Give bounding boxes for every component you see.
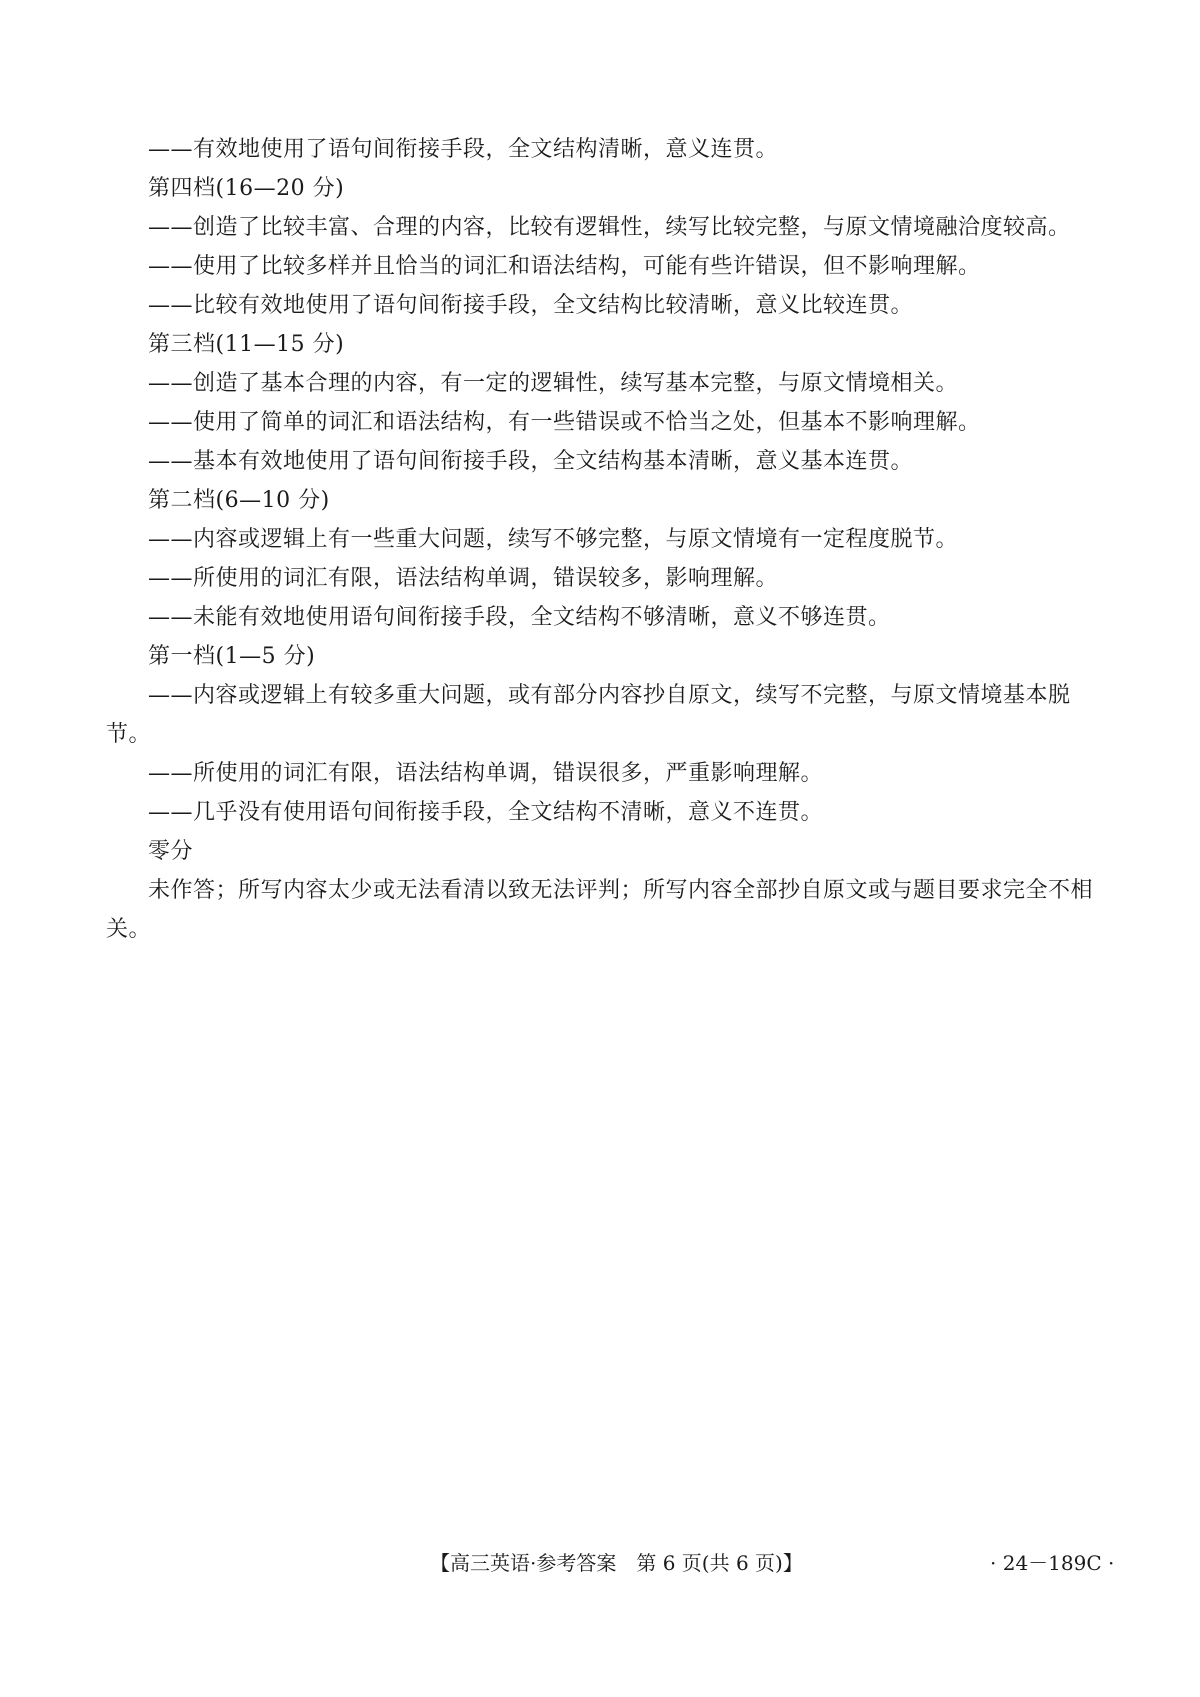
document-body (106, 130, 1096, 949)
criteria-line: ——未能有效地使用语句间衔接手段，全文结构不够清晰，意义不够连贯。 (148, 605, 891, 630)
criteria-line: ——所使用的词汇有限，语法结构单调，错误较多，影响理解。 (148, 566, 779, 591)
criteria-line: ——内容或逻辑上有较多重大问题，或有部分内容抄自原文，续写不完整，与原文情境基本脱节。 (106, 683, 1071, 747)
level-heading: 第二档(6—10 分) (148, 488, 330, 513)
criteria-line: ——内容或逻辑上有一些重大问题，续写不够完整，与原文情境有一定程度脱节。 (148, 527, 959, 552)
criteria-line: ——比较有效地使用了语句间衔接手段，全文结构比较清晰，意义比较连贯。 (148, 293, 914, 318)
level-heading: 第一档(1—5 分) (148, 644, 316, 669)
criteria-line: ——创造了基本合理的内容，有一定的逻辑性，续写基本完整，与原文情境相关。 (148, 371, 959, 396)
criteria-line: ——几乎没有使用语句间衔接手段，全文结构不清晰，意义不连贯。 (148, 800, 824, 825)
criteria-line: ——使用了简单的词汇和语法结构，有一些错误或不恰当之处，但基本不影响理解。 (148, 410, 981, 435)
footer-title: 【高三英语·参考答案 第 6 页(共 6 页)】 (430, 1551, 803, 1575)
zero-score-description: 未作答；所写内容太少或无法看清以致无法评判；所写内容全部抄自原文或与题目要求完全不相关。 (106, 878, 1094, 942)
level-heading: 第四档(16—20 分) (148, 176, 345, 201)
criteria-line: ——有效地使用了语句间衔接手段，全文结构清晰，意义连贯。 (148, 137, 779, 162)
criteria-line: ——创造了比较丰富、合理的内容，比较有逻辑性，续写比较完整，与原文情境融洽度较高。 (148, 215, 1071, 240)
level-heading: 第三档(11—15 分) (148, 332, 345, 357)
criteria-line: ——使用了比较多样并且恰当的词汇和语法结构，可能有些许错误，但不影响理解。 (148, 254, 981, 279)
footer-code: · 24－189C · (990, 1551, 1115, 1575)
level-heading: 零分 (148, 839, 194, 864)
criteria-line: ——基本有效地使用了语句间衔接手段，全文结构基本清晰，意义基本连贯。 (148, 449, 914, 474)
criteria-line: ——所使用的词汇有限，语法结构单调，错误很多，严重影响理解。 (148, 761, 824, 786)
